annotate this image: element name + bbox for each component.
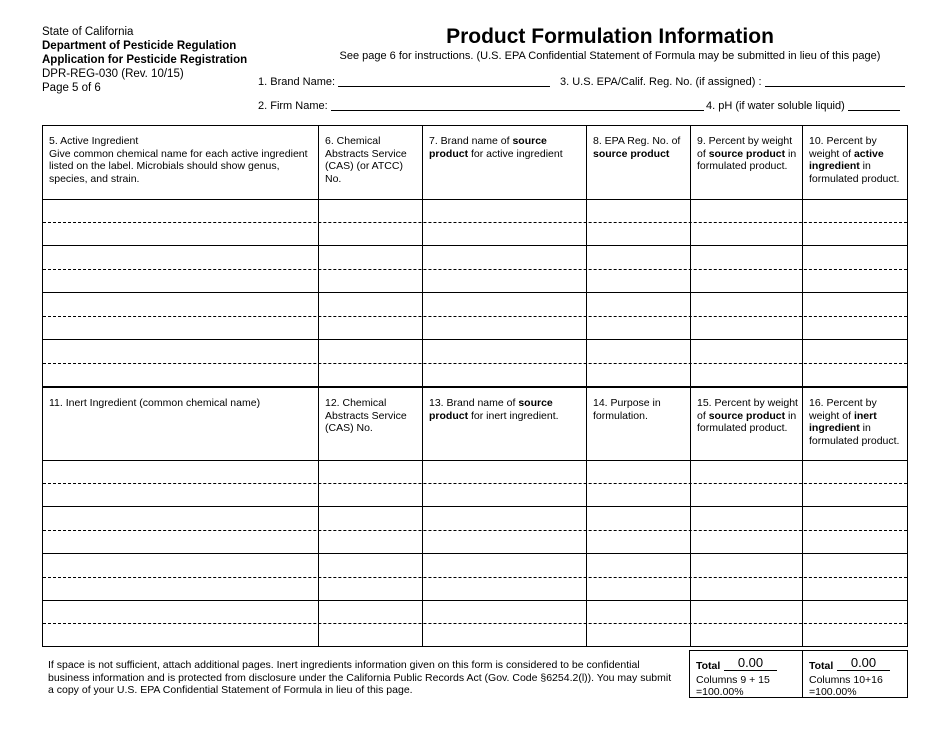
cas-inert-header: 12. Chemical Abstracts Service (CAS) No. (325, 397, 407, 434)
purpose-header: 14. Purpose in formulation. (593, 397, 661, 422)
section-divider (43, 386, 907, 388)
brand-name-input[interactable] (338, 77, 550, 87)
firm-name-input[interactable] (331, 101, 704, 111)
source-brand-active-header (429, 135, 584, 160)
col5-desc: Give common chemical name for each active ingredient listed on the label. Microbials should show genus, species, and strain. (49, 147, 308, 185)
col15-pre: 15. Percent by weight of (697, 397, 798, 422)
total-label: Total (809, 660, 834, 672)
total-note (696, 675, 770, 698)
state-name: State of California (42, 26, 134, 38)
col10-bold: active ingredient (809, 147, 884, 172)
formulation-table (42, 125, 908, 647)
ph-field (706, 100, 900, 112)
reg-no-label: 3. U.S. EPA/Calif. Reg. No. (if assigned) : (560, 76, 762, 88)
ph-input[interactable] (848, 101, 900, 111)
footnote: If space is not sufficient, attach additional pages. Inert ingredients information given on this form is considered to be confidential business information and is protected from disclosure under the California Public Records Act (Gov. Code §6254.2(l)). You may submit a copy of your U.S. EPA Confidential Statement of Formula in lieu of this page. (48, 659, 672, 696)
total-note-line: Columns 10+16 (809, 674, 883, 686)
col13-post: for inert ingredient. (468, 409, 559, 422)
department-name: Department of Pesticide Regulation (42, 40, 237, 52)
col9-bold: source product (708, 147, 786, 160)
row-line (43, 623, 907, 624)
total-box-ingredient (802, 650, 908, 698)
application-name: Application for Pesticide Registration (42, 54, 248, 66)
col9-post: in formulated product. (697, 147, 797, 172)
firm-name-label: 2. Firm Name: (258, 100, 328, 112)
ph-line (848, 100, 900, 111)
total-note-line: Columns 9 + 15 (696, 674, 770, 686)
ph-label: 4. pH (if water soluble liquid) (706, 100, 845, 112)
col8-pre: 8. EPA Reg. No. of (593, 135, 681, 147)
pct-source-inert-header (697, 397, 799, 435)
row-line (43, 460, 907, 461)
page-subtitle: See page 6 for instructions. (U.S. EPA Confidential Statement of Formula may be submitted in lieu of this page) (339, 50, 881, 62)
page-number: Page 5 of 6 (42, 82, 101, 94)
row-line (43, 339, 907, 340)
row-line (43, 222, 907, 223)
pct-active-header (809, 135, 905, 185)
epa-reg-header (593, 135, 691, 160)
row-line (43, 577, 907, 578)
source-brand-inert-header (429, 397, 584, 422)
total-label: Total (696, 660, 721, 672)
total-note (809, 675, 883, 698)
total-box-source (689, 650, 803, 698)
row-line (43, 199, 907, 200)
page-title: Product Formulation Information (446, 25, 774, 48)
brand-name-label: 1. Brand Name: (258, 76, 336, 88)
row-line (43, 292, 907, 293)
reg-no-line (765, 76, 905, 87)
col8-bold: source product (593, 147, 670, 160)
firm-name-line (331, 100, 704, 111)
brand-name-line (338, 76, 550, 87)
row-line (43, 483, 907, 484)
inert-ingredient-header: 11. Inert Ingredient (common chemical name) (49, 397, 261, 409)
form-id: DPR-REG-030 (Rev. 10/15) (42, 68, 184, 80)
col5-title: 5. Active Ingredient (49, 135, 139, 147)
brand-name-field (258, 76, 550, 88)
col15-post: in formulated product. (697, 409, 797, 434)
col16-post: in formulated product. (809, 422, 900, 447)
total-note-line: =100.00% (809, 685, 857, 698)
reg-no-field (560, 76, 905, 88)
total-value-ingredient[interactable]: 0.00 (837, 655, 890, 671)
cas-active-header: 6. Chemical Abstracts Service (CAS) (or ATCC) No. (325, 135, 407, 185)
active-ingredient-header (49, 135, 311, 185)
row-line (43, 245, 907, 246)
pct-source-active-header (697, 135, 799, 173)
col16-pre: 16. Percent by weight of (809, 397, 877, 422)
row-line (43, 530, 907, 531)
col10-pre: 10. Percent by weight of (809, 135, 877, 160)
row-line (43, 363, 907, 364)
col10-post: in formulated product. (809, 160, 900, 185)
col13-bold: source product (429, 397, 553, 422)
pct-inert-header (809, 397, 905, 447)
total-note-line: =100.00% (696, 685, 744, 698)
col7-bold: source product (429, 135, 547, 160)
row-line (43, 506, 907, 507)
col13-pre: 13. Brand name of (429, 397, 519, 409)
row-line (43, 316, 907, 317)
row-line (43, 600, 907, 601)
row-line (43, 553, 907, 554)
col16-bold: inert ingredient (809, 409, 877, 434)
col7-post: for active ingredient (468, 147, 563, 160)
reg-no-input[interactable] (765, 77, 905, 87)
col9-pre: 9. Percent by weight of (697, 135, 793, 160)
col7-pre: 7. Brand name of (429, 135, 513, 147)
total-value-source[interactable]: 0.00 (724, 655, 777, 671)
firm-name-field (258, 100, 704, 112)
row-line (43, 269, 907, 270)
col15-bold: source product (708, 409, 786, 422)
